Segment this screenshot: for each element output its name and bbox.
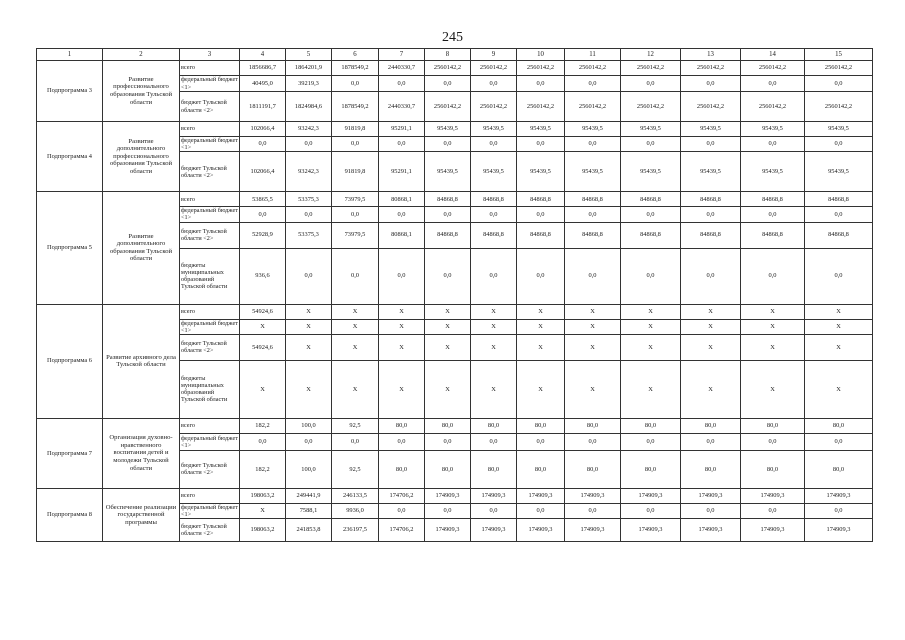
value-cell: 0,0: [805, 76, 873, 92]
funding-source-cell: федеральный бюджет <1>: [181, 137, 238, 152]
value-cell: 0,0: [332, 76, 379, 92]
funding-source-cell: всего: [180, 122, 240, 137]
value-cell: 0,0: [517, 137, 565, 152]
value-cell: Х: [741, 334, 805, 360]
value-cell: 2560142,2: [425, 92, 471, 122]
value-cell: 84868,8: [741, 192, 805, 207]
value-cell: 93242,3: [286, 152, 332, 192]
value-cell: Х: [805, 319, 873, 334]
value-cell: Х: [517, 334, 565, 360]
value-cell: 0,0: [621, 76, 681, 92]
value-cell: 102066,4: [240, 122, 286, 137]
value-cell: 0,0: [681, 207, 741, 222]
value-cell: 0,0: [471, 433, 517, 450]
value-cell: 0,0: [741, 137, 805, 152]
value-cell: 84868,8: [425, 222, 471, 248]
table-row: [37, 192, 873, 207]
value-cell: 0,0: [805, 503, 873, 518]
value-cell: 80,0: [517, 418, 565, 433]
value-cell: 2560142,2: [471, 92, 517, 122]
value-cell: 0,0: [332, 433, 379, 450]
value-cell: Х: [621, 334, 681, 360]
value-cell: 0,0: [286, 207, 332, 222]
column-header: 14: [741, 49, 805, 61]
value-cell: 0,0: [565, 248, 621, 304]
funding-source-cell: федеральный бюджет <1>: [181, 434, 238, 449]
value-cell: Х: [741, 304, 805, 319]
value-cell: Х: [741, 360, 805, 418]
value-cell: 0,0: [517, 433, 565, 450]
value-cell: Х: [471, 334, 517, 360]
value-cell: 0,0: [741, 207, 805, 222]
funding-source-cell: всего: [180, 61, 240, 76]
value-cell: 80,0: [621, 418, 681, 433]
value-cell: 0,0: [565, 137, 621, 152]
value-cell: Х: [471, 319, 517, 334]
funding-source-cell: всего: [180, 192, 240, 207]
value-cell: 80868,1: [379, 192, 425, 207]
subprogram-cell: Подпрограмма 7: [37, 418, 103, 488]
value-cell: 2560142,2: [425, 61, 471, 76]
subprogram-cell: Подпрограмма 6: [37, 304, 103, 418]
column-header: 1: [37, 49, 103, 61]
value-cell: 2560142,2: [517, 92, 565, 122]
table-row: [37, 122, 873, 137]
value-cell: 0,0: [471, 503, 517, 518]
value-cell: 2440330,7: [379, 61, 425, 76]
value-cell: 0,0: [379, 433, 425, 450]
value-cell: Х: [681, 304, 741, 319]
value-cell: 100,0: [286, 418, 332, 433]
value-cell: Х: [425, 319, 471, 334]
subprogram-name-cell: Обеспечение реализации государственной программы: [103, 488, 180, 541]
value-cell: 95291,1: [379, 152, 425, 192]
value-cell: 0,0: [425, 248, 471, 304]
value-cell: 80,0: [565, 418, 621, 433]
value-cell: 0,0: [805, 207, 873, 222]
value-cell: 236197,5: [332, 519, 379, 542]
value-cell: 2560142,2: [471, 61, 517, 76]
value-cell: 84868,8: [471, 192, 517, 207]
value-cell: 1864201,9: [286, 61, 332, 76]
value-cell: 174909,3: [425, 488, 471, 503]
funding-source-cell: бюджеты муниципальных образований Тульской области: [180, 248, 240, 304]
column-header: 8: [425, 49, 471, 61]
value-cell: 0,0: [681, 503, 741, 518]
value-cell: 0,0: [805, 137, 873, 152]
value-cell: 0,0: [681, 76, 741, 92]
value-cell: 2560142,2: [681, 61, 741, 76]
value-cell: 95439,5: [565, 122, 621, 137]
column-header: 13: [681, 49, 741, 61]
value-cell: Х: [517, 360, 565, 418]
value-cell: Х: [240, 360, 286, 418]
value-cell: 0,0: [425, 76, 471, 92]
value-cell: Х: [565, 304, 621, 319]
value-cell: 84868,8: [621, 192, 681, 207]
value-cell: 0,0: [565, 433, 621, 450]
value-cell: 80,0: [681, 450, 741, 488]
value-cell: Х: [332, 319, 379, 334]
value-cell: 174909,3: [517, 519, 565, 542]
value-cell: 198063,2: [240, 488, 286, 503]
value-cell: Х: [565, 334, 621, 360]
funding-source-cell: федеральный бюджет <1>: [181, 207, 238, 222]
value-cell: 0,0: [379, 248, 425, 304]
value-cell: 182,2: [240, 418, 286, 433]
table-row: [37, 304, 873, 319]
value-cell: 0,0: [565, 207, 621, 222]
value-cell: 0,0: [240, 207, 286, 222]
value-cell: 80,0: [379, 450, 425, 488]
value-cell: 0,0: [379, 76, 425, 92]
value-cell: Х: [379, 319, 425, 334]
value-cell: 2560142,2: [621, 61, 681, 76]
subprogram-cell: Подпрограмма 4: [37, 122, 103, 192]
value-cell: Х: [286, 360, 332, 418]
value-cell: 84868,8: [681, 192, 741, 207]
value-cell: 95439,5: [425, 122, 471, 137]
value-cell: 0,0: [240, 433, 286, 450]
value-cell: 95439,5: [741, 152, 805, 192]
value-cell: Х: [425, 360, 471, 418]
value-cell: 174909,3: [805, 519, 873, 542]
value-cell: Х: [681, 360, 741, 418]
value-cell: 80,0: [805, 418, 873, 433]
value-cell: 0,0: [425, 503, 471, 518]
value-cell: 80,0: [805, 450, 873, 488]
value-cell: Х: [621, 360, 681, 418]
value-cell: 0,0: [471, 207, 517, 222]
funding-source-cell: бюджет Тульской области <2>: [180, 334, 240, 360]
value-cell: 0,0: [379, 503, 425, 518]
value-cell: Х: [286, 334, 332, 360]
value-cell: 174909,3: [681, 519, 741, 542]
value-cell: 0,0: [517, 503, 565, 518]
value-cell: 84868,8: [741, 222, 805, 248]
value-cell: 174909,3: [565, 519, 621, 542]
value-cell: 174909,3: [517, 488, 565, 503]
value-cell: 95439,5: [517, 122, 565, 137]
value-cell: 0,0: [425, 433, 471, 450]
value-cell: 174706,2: [379, 519, 425, 542]
value-cell: 0,0: [517, 207, 565, 222]
table-row: [37, 61, 873, 76]
value-cell: Х: [379, 360, 425, 418]
funding-source-cell: бюджет Тульской области <2>: [180, 450, 240, 488]
value-cell: 0,0: [741, 76, 805, 92]
value-cell: 0,0: [741, 433, 805, 450]
value-cell: 73979,5: [332, 222, 379, 248]
value-cell: 0,0: [621, 137, 681, 152]
value-cell: Х: [565, 319, 621, 334]
value-cell: 0,0: [471, 76, 517, 92]
value-cell: 0,0: [286, 248, 332, 304]
page-number: 245: [442, 30, 463, 45]
value-cell: 2560142,2: [741, 92, 805, 122]
value-cell: 84868,8: [517, 192, 565, 207]
value-cell: 0,0: [621, 207, 681, 222]
value-cell: Х: [425, 334, 471, 360]
value-cell: Х: [240, 319, 286, 334]
funding-source-cell: федеральный бюджет <1>: [181, 76, 238, 91]
value-cell: 84868,8: [517, 222, 565, 248]
value-cell: 80,0: [621, 450, 681, 488]
value-cell: Х: [517, 304, 565, 319]
funding-source-cell: федеральный бюджет <1>: [181, 319, 238, 334]
value-cell: Х: [805, 360, 873, 418]
value-cell: 0,0: [517, 248, 565, 304]
value-cell: 80,0: [425, 418, 471, 433]
subprogram-cell: Подпрограмма 3: [37, 61, 103, 122]
value-cell: 0,0: [681, 248, 741, 304]
column-header: 9: [471, 49, 517, 61]
value-cell: 0,0: [741, 503, 805, 518]
value-cell: 7588,1: [286, 503, 332, 518]
value-cell: 174909,3: [471, 488, 517, 503]
value-cell: Х: [379, 334, 425, 360]
value-cell: 2560142,2: [805, 92, 873, 122]
funding-source-cell: федеральный бюджет <1>: [181, 503, 238, 518]
value-cell: 0,0: [425, 207, 471, 222]
value-cell: 95439,5: [425, 152, 471, 192]
value-cell: 95439,5: [471, 152, 517, 192]
column-header: 4: [240, 49, 286, 61]
value-cell: 249441,9: [286, 488, 332, 503]
value-cell: 1856686,7: [240, 61, 286, 76]
value-cell: 95439,5: [681, 122, 741, 137]
value-cell: 92,5: [332, 418, 379, 433]
value-cell: Х: [332, 360, 379, 418]
value-cell: 174909,3: [425, 519, 471, 542]
value-cell: 0,0: [332, 207, 379, 222]
funding-source-cell: всего: [180, 488, 240, 503]
value-cell: 174909,3: [681, 488, 741, 503]
value-cell: 0,0: [286, 137, 332, 152]
value-cell: 80,0: [565, 450, 621, 488]
value-cell: 0,0: [805, 433, 873, 450]
column-header: 11: [565, 49, 621, 61]
funding-source-cell: бюджеты муниципальных образований Тульской области: [180, 360, 240, 418]
value-cell: 84868,8: [681, 222, 741, 248]
value-cell: 2560142,2: [805, 61, 873, 76]
value-cell: 182,2: [240, 450, 286, 488]
value-cell: 84868,8: [805, 222, 873, 248]
value-cell: 0,0: [565, 503, 621, 518]
value-cell: Х: [286, 319, 332, 334]
value-cell: 174909,3: [565, 488, 621, 503]
value-cell: Х: [805, 304, 873, 319]
value-cell: 95439,5: [621, 122, 681, 137]
funding-source-cell: бюджет Тульской области <2>: [180, 92, 240, 122]
header-row: [37, 49, 873, 61]
value-cell: Х: [681, 334, 741, 360]
column-header: 12: [621, 49, 681, 61]
value-cell: 73979,5: [332, 192, 379, 207]
value-cell: 936,6: [240, 248, 286, 304]
value-cell: 93242,3: [286, 122, 332, 137]
value-cell: 91819,8: [332, 122, 379, 137]
value-cell: 174909,3: [741, 519, 805, 542]
value-cell: Х: [425, 304, 471, 319]
value-cell: Х: [332, 304, 379, 319]
subprogram-cell: Подпрограмма 5: [37, 192, 103, 304]
value-cell: 53375,3: [286, 192, 332, 207]
value-cell: 95439,5: [805, 122, 873, 137]
value-cell: 54924,6: [240, 304, 286, 319]
value-cell: 241853,8: [286, 519, 332, 542]
value-cell: 174706,2: [379, 488, 425, 503]
value-cell: 0,0: [379, 137, 425, 152]
value-cell: 174909,3: [805, 488, 873, 503]
value-cell: Х: [379, 304, 425, 319]
value-cell: 80,0: [379, 418, 425, 433]
value-cell: 95439,5: [741, 122, 805, 137]
value-cell: 80,0: [741, 418, 805, 433]
value-cell: 84868,8: [471, 222, 517, 248]
value-cell: 1878549,2: [332, 61, 379, 76]
value-cell: 0,0: [517, 76, 565, 92]
value-cell: 174909,3: [471, 519, 517, 542]
value-cell: 95291,1: [379, 122, 425, 137]
value-cell: 84868,8: [565, 192, 621, 207]
value-cell: 80868,1: [379, 222, 425, 248]
value-cell: 0,0: [621, 433, 681, 450]
value-cell: 80,0: [741, 450, 805, 488]
subprogram-name-cell: Развитие дополнительного образования Тульской области: [103, 192, 180, 304]
value-cell: Х: [741, 319, 805, 334]
subprogram-name-cell: Развитие профессионального образования Тульской области: [103, 61, 180, 122]
value-cell: 2560142,2: [741, 61, 805, 76]
value-cell: 1811191,7: [240, 92, 286, 122]
budget-table: [36, 48, 873, 542]
value-cell: Х: [805, 334, 873, 360]
value-cell: 53375,3: [286, 222, 332, 248]
value-cell: 2560142,2: [565, 61, 621, 76]
value-cell: 102066,4: [240, 152, 286, 192]
table-body: [37, 49, 873, 542]
column-header: 5: [286, 49, 332, 61]
value-cell: 84868,8: [621, 222, 681, 248]
value-cell: 92,5: [332, 450, 379, 488]
value-cell: 198063,2: [240, 519, 286, 542]
value-cell: Х: [332, 334, 379, 360]
value-cell: 80,0: [471, 418, 517, 433]
value-cell: 84868,8: [805, 192, 873, 207]
value-cell: Х: [286, 304, 332, 319]
value-cell: 0,0: [332, 137, 379, 152]
value-cell: 9936,0: [332, 503, 379, 518]
value-cell: 40495,0: [240, 76, 286, 92]
value-cell: Х: [621, 319, 681, 334]
value-cell: 1824984,6: [286, 92, 332, 122]
value-cell: 0,0: [332, 248, 379, 304]
value-cell: Х: [471, 360, 517, 418]
value-cell: 0,0: [681, 137, 741, 152]
value-cell: Х: [621, 304, 681, 319]
value-cell: 84868,8: [565, 222, 621, 248]
value-cell: Х: [517, 319, 565, 334]
table-row: [37, 418, 873, 433]
column-header: 10: [517, 49, 565, 61]
value-cell: 0,0: [741, 248, 805, 304]
funding-source-cell: бюджет Тульской области <2>: [180, 222, 240, 248]
value-cell: 174909,3: [621, 519, 681, 542]
value-cell: 0,0: [681, 433, 741, 450]
value-cell: 0,0: [621, 503, 681, 518]
value-cell: 53865,5: [240, 192, 286, 207]
subprogram-name-cell: Развитие дополнительного профессионального образования Тульской области: [103, 122, 180, 192]
value-cell: 0,0: [471, 137, 517, 152]
funding-source-cell: бюджет Тульской области <2>: [180, 152, 240, 192]
value-cell: 95439,5: [565, 152, 621, 192]
value-cell: 80,0: [471, 450, 517, 488]
value-cell: 80,0: [425, 450, 471, 488]
value-cell: Х: [565, 360, 621, 418]
value-cell: 0,0: [286, 433, 332, 450]
value-cell: 0,0: [425, 137, 471, 152]
value-cell: 2560142,2: [517, 61, 565, 76]
value-cell: 0,0: [621, 248, 681, 304]
column-header: 2: [103, 49, 180, 61]
column-header: 6: [332, 49, 379, 61]
value-cell: 2440330,7: [379, 92, 425, 122]
column-header: 7: [379, 49, 425, 61]
value-cell: 80,0: [681, 418, 741, 433]
value-cell: Х: [681, 319, 741, 334]
value-cell: 95439,5: [681, 152, 741, 192]
value-cell: 0,0: [379, 207, 425, 222]
value-cell: 174909,3: [621, 488, 681, 503]
column-header: 3: [180, 49, 240, 61]
value-cell: 95439,5: [471, 122, 517, 137]
funding-source-cell: всего: [180, 418, 240, 433]
value-cell: Х: [240, 503, 286, 518]
value-cell: Х: [471, 304, 517, 319]
value-cell: 0,0: [471, 248, 517, 304]
value-cell: 91819,8: [332, 152, 379, 192]
value-cell: 80,0: [517, 450, 565, 488]
value-cell: 95439,5: [621, 152, 681, 192]
value-cell: 1878549,2: [332, 92, 379, 122]
value-cell: 2560142,2: [565, 92, 621, 122]
subprogram-cell: Подпрограмма 8: [37, 488, 103, 541]
value-cell: 39219,3: [286, 76, 332, 92]
value-cell: 95439,5: [805, 152, 873, 192]
value-cell: 246133,5: [332, 488, 379, 503]
value-cell: 174909,3: [741, 488, 805, 503]
value-cell: 84868,8: [425, 192, 471, 207]
value-cell: 52928,9: [240, 222, 286, 248]
subprogram-name-cell: Организация духовно-нравственного воспитания детей и молодежи Тульской области: [103, 418, 180, 488]
table-row: [37, 488, 873, 503]
value-cell: 0,0: [240, 137, 286, 152]
value-cell: 54924,6: [240, 334, 286, 360]
subprogram-name-cell: Развитие архивного дела Тульской области: [103, 304, 180, 418]
value-cell: 95439,5: [517, 152, 565, 192]
value-cell: 0,0: [805, 248, 873, 304]
funding-source-cell: бюджет Тульской области <2>: [180, 519, 240, 542]
value-cell: 100,0: [286, 450, 332, 488]
value-cell: 2560142,2: [621, 92, 681, 122]
value-cell: 0,0: [565, 76, 621, 92]
value-cell: 2560142,2: [681, 92, 741, 122]
column-header: 15: [805, 49, 873, 61]
funding-source-cell: всего: [180, 304, 240, 319]
